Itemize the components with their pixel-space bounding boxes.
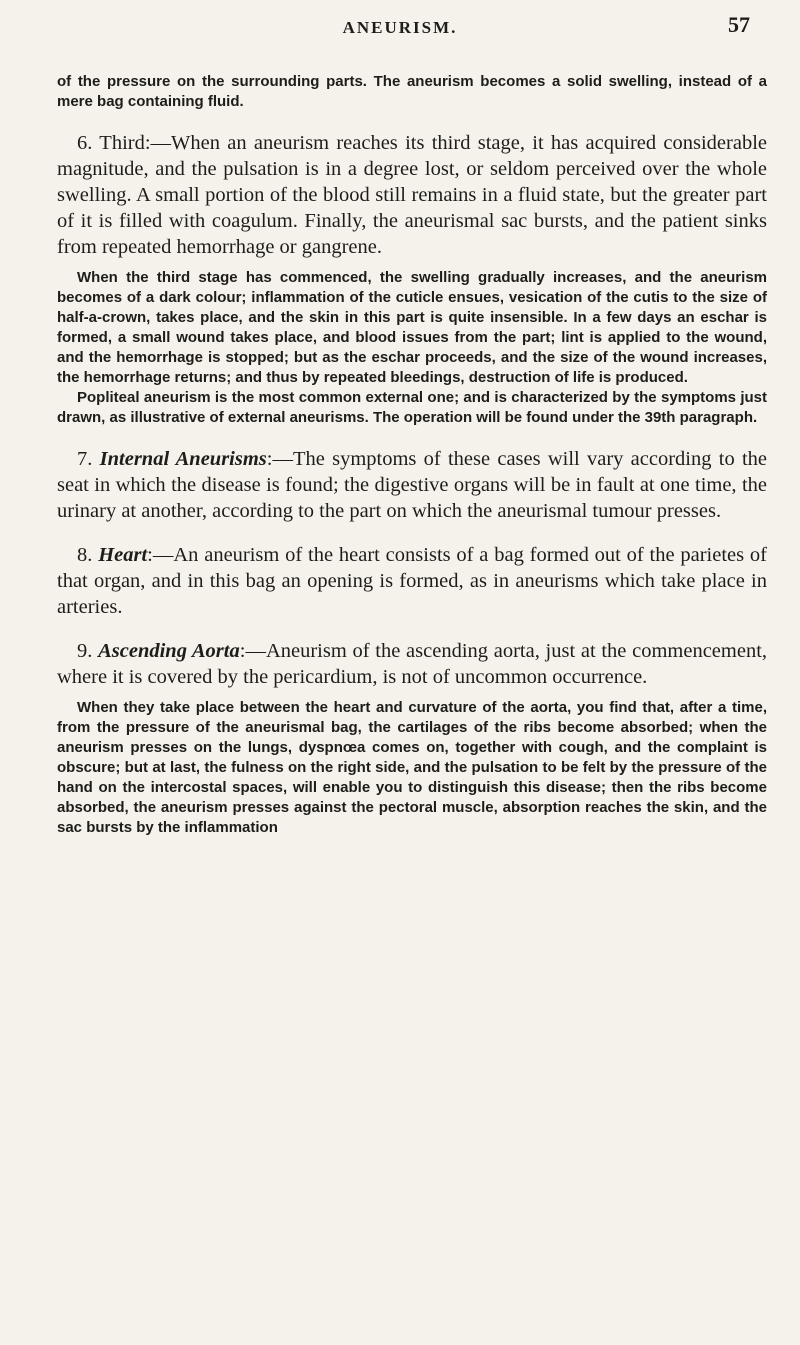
section-text: :—When an aneurism reaches its third stage, it has acquired considerable magnitude, and the pulsation is in a degree lost, or seldom perceived over the whole swelling. A small portion of the blood still remains in a fluid state, but the greater part of it is filled with coagulum. Finally, the aneurismal sac bursts, and the patient sinks from repeated hemorrhage or gangrene. [57,132,767,258]
running-head: ANEURISM. [342,18,458,37]
section-6-third [57,130,767,260]
section-heading: Heart [98,544,148,566]
page-body [57,72,767,838]
section-number: 7. [77,448,93,470]
page-number: 57 [728,12,750,37]
note-ascending-aorta: When they take place between the heart and curvature of the aorta, you find that, after a time, from the pressure of the aneurismal bag, the cartilages of the ribs become absorbed; when the aneurism presses on the lungs, dyspnœa comes on, together with cough, and the complaint is obscure; but at last, the fulness on the right side, and the pulsation to be felt by the pressure of the hand on the intercostal spaces, will enable you to distinguish this disease; then the ribs become absorbed, the aneurism presses against the pectoral muscle, absorption reaches the skin, and the sac bursts by the inflammation [57,699,767,836]
intro-paragraph: of the pressure on the surrounding parts. The aneurism becomes a solid swelling, instead of a mere bag containing fluid. [57,73,767,110]
page-header [0,6,800,46]
section-text: :—An aneurism of the heart consists of a bag formed out of the parietes of that organ, and in this bag an opening is formed, as in aneurisms which take place in arteries. [57,544,768,618]
section-number: 6. [77,132,93,154]
note-popliteal: Popliteal aneurism is the most common external one; and is characterized by the symptoms just drawn, as illustrative of external aneurisms. The operation will be found under the 39th paragraph. [57,389,767,426]
section-heading: Internal Aneurisms [99,448,267,470]
section-7-internal-aneurisms [57,446,767,524]
section-number: 9. [77,640,93,662]
section-text: :—The symptoms of these cases will vary according to the seat in which the disease is found; the digestive organs will be in fault at one time, the urinary at another, according to the part on which the aneurismal tumour presses. [57,448,768,522]
note-third-stage: When the third stage has commenced, the swelling gradually increases, and the aneurism becomes of a dark colour; inflammation of the cuticle ensues, vesication of the cutis to the size of half-a-crown, takes place, and the skin in this part is quite insensible. In a few days an eschar is formed, a small wound takes place, and blood issues from the part; lint is applied to the wound, and the hemorrhage is stopped; but as the eschar proceeds, and the size of the wound increases, the hemorrhage returns; and thus by repeated bleedings, destruction of life is produced. [57,269,767,386]
section-number: 8. [77,544,93,566]
section-9-ascending-aorta [57,638,767,690]
section-text: :—Aneurism of the ascending aorta, just at the commencement, where it is covered by the pericardium, is not of uncommon occurrence. [57,640,768,688]
section-heading: Ascending Aorta [98,640,240,662]
section-heading: Third [99,132,145,154]
section-8-heart [57,542,767,620]
